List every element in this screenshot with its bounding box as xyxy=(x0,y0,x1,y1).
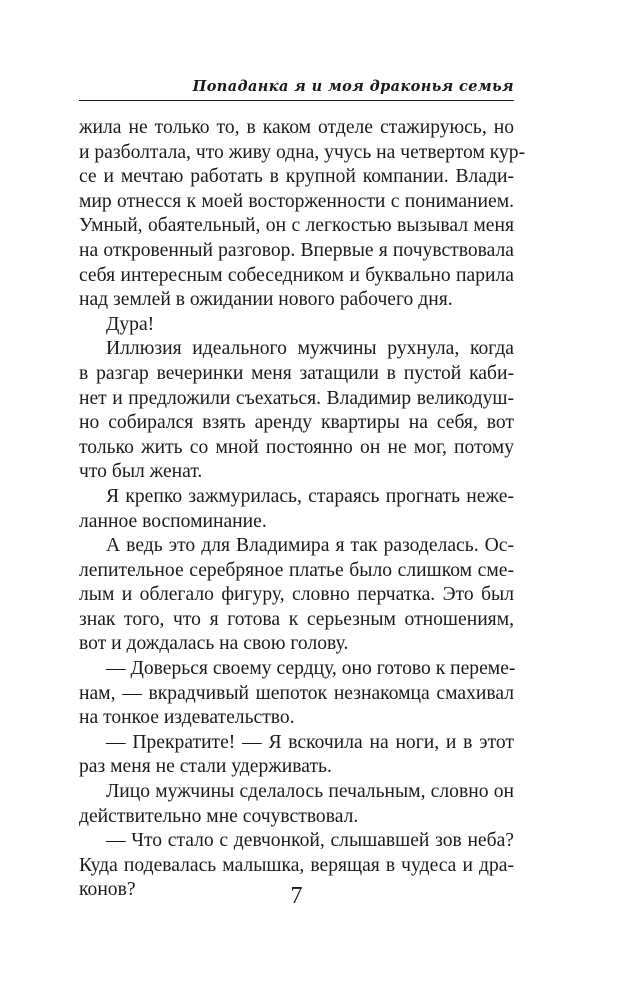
text-line: Лицо мужчины сделалось печальным, словно он xyxy=(106,781,514,803)
text-line: — Что стало с девчонкой, слышавшей зов неба? xyxy=(106,830,514,852)
running-head-title: Попаданка я и моя драконья семья xyxy=(192,78,514,95)
text-line: нет и предложили съехаться. Владимир великодуш- xyxy=(79,387,514,409)
page-number: 7 xyxy=(290,883,303,909)
header-rule xyxy=(79,100,514,101)
text-line: нам, — вкрадчивый шепоток незнакомца смахивал xyxy=(79,682,514,704)
text-line: — Прекратите! — Я вскочила на ноги, и в этот xyxy=(106,731,514,753)
text-line: лепительное серебряное платье было слишком сме- xyxy=(79,559,514,581)
text-line: мир отнесся к моей восторженности с пониманием. xyxy=(79,190,514,212)
text-line: Я крепко зажмурилась, стараясь прогнать неже- xyxy=(106,485,514,507)
text-line: лым и облегало фигуру, словно перчатка. Это был xyxy=(79,584,514,606)
text-line: — Доверься своему сердцу, оно готово к переме- xyxy=(106,658,516,680)
text-line: раз меня не стали удерживать. xyxy=(79,756,332,778)
text-line: себя интересным собеседником и буквально парила xyxy=(79,264,514,286)
text-line: на откровенный разговор. Впервые я почувствовала xyxy=(79,239,514,261)
text-line: Иллюзия идеального мужчины рухнула, когда xyxy=(106,338,514,360)
text-line: что был женат. xyxy=(79,461,203,483)
text-line: и разболтала, что живу одна, учусь на четвертом кур- xyxy=(79,141,526,163)
text-line: но собирался взять аренду квартиры на себя, вот xyxy=(79,412,514,434)
text-line: вот и дождалась на свою голову. xyxy=(79,633,349,655)
text-line: знак того, что я готова к серьезным отношениям, xyxy=(79,608,514,630)
text-line: действительно мне сочувствовал. xyxy=(79,805,359,827)
text-line: се и мечтаю работать в крупной компании. Влади- xyxy=(79,166,514,188)
text-line: ланное воспоминание. xyxy=(79,510,267,532)
text-line: в разгар вечеринки меня затащили в пустой каби- xyxy=(79,362,514,384)
text-line: над землей в ожидании нового рабочего дня. xyxy=(79,289,453,311)
text-line: Дура! xyxy=(106,313,155,335)
text-line: жила не только то, в каком отделе стажируюсь, но xyxy=(79,117,514,138)
text-line: на тонкое издевательство. xyxy=(79,707,295,729)
text-line: конов? xyxy=(79,879,136,901)
body-text xyxy=(79,116,526,903)
text-line: А ведь это для Владимира я так разоделась. Ос- xyxy=(106,535,514,557)
text-line: Умный, обаятельный, он с легкостью вызывал меня xyxy=(79,215,514,237)
text-line: Куда подевалась малышка, верящая в чудеса и дра- xyxy=(79,854,514,876)
text-line: только жить со мной постоянно он не мог, потому xyxy=(79,436,514,458)
